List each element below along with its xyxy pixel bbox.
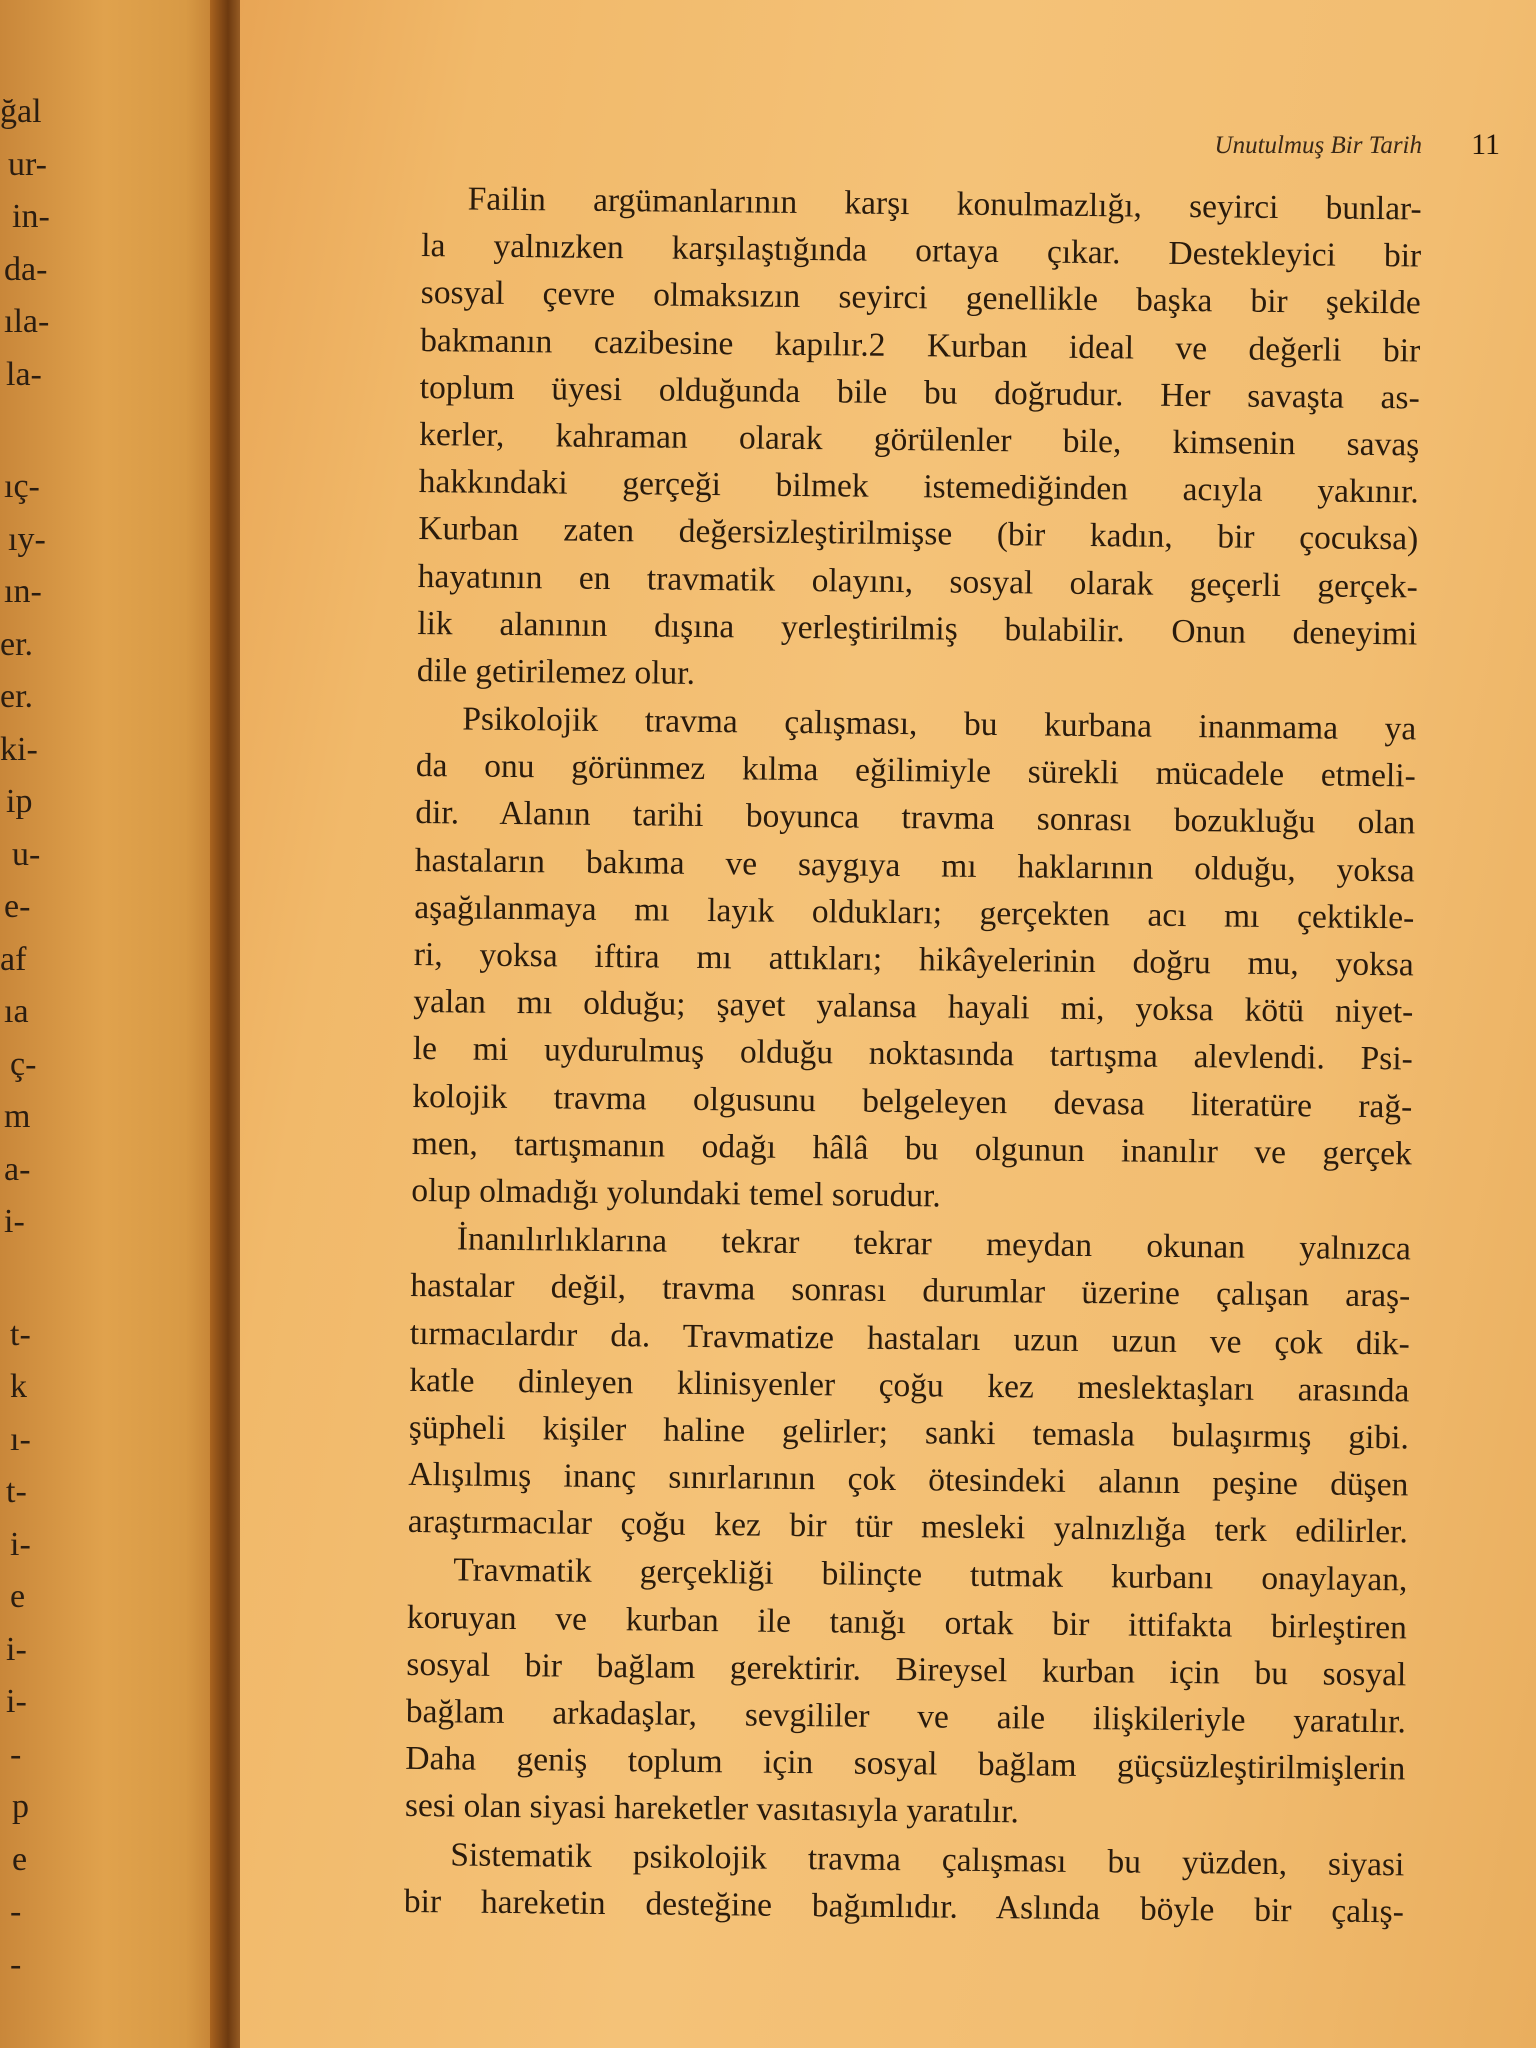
left-page-fragment: af [0, 941, 27, 978]
left-page [0, 0, 232, 2048]
text-line: men, tartışmanın odağı hâlâ bu olgunun inanılır ve gerçek [411, 1124, 1412, 1173]
text-line: araştırmacılar çoğu kez bir tür mesleki yalnızlığa terk edilirler. [407, 1503, 1409, 1551]
left-page-fragment: - [10, 1946, 22, 1983]
text-line: sesi olan siyasi hareketler vasıtasıyla yaratılır. [404, 1787, 1020, 1831]
left-page-fragment: da- [4, 251, 48, 288]
right-page [240, 0, 1536, 2048]
text-line: lik alanının dışına yerleştirilmiş bulabilir. Onun deneyimi [417, 604, 1418, 653]
left-page-fragment: ki- [0, 731, 38, 768]
left-page-fragment: t- [10, 1316, 31, 1353]
text-line: dir. Alanın tarihi boyunca travma sonrası bozukluğu olan [415, 794, 1416, 842]
left-page-fragment: e [12, 1841, 28, 1878]
left-page-fragment: e [10, 1578, 26, 1615]
text-line: Daha geniş toplum için sosyal bağlam güçsüzleştirilmişlerin [405, 1740, 1406, 1788]
left-page-fragment: ç- [10, 1046, 37, 1083]
text-line: katle dinleyen klinisyenler çoğu kez meslektaşları arasında [409, 1361, 1410, 1410]
left-page-fragment: ıla- [4, 303, 50, 340]
text-line: aşağılanmaya mı layık oldukları; gerçekten acı mı çektikle- [414, 888, 1415, 937]
text-line: da onu görünmez kılma eğilimiyle sürekli mücadele etmeli- [415, 747, 1416, 795]
text-line: yalan mı olduğu; şayet yalansa hayali mi, yoksa kötü niyet- [413, 983, 1414, 1031]
paragraph [417, 175, 1422, 705]
text-line: bağlam arkadaşlar, sevgililer ve aile ilişkileriyle yaratılır. [405, 1692, 1407, 1741]
left-page-fragment: i- [4, 1203, 25, 1240]
text-line: sosyal çevre olmaksızın seyirci genellikle başka bir şekilde [420, 274, 1421, 322]
text-line: hayatının en travmatik olayını, sosyal olarak geçerli gerçek- [417, 557, 1418, 605]
page-number: 11 [1471, 128, 1500, 161]
left-page-fragment: er. [0, 626, 34, 663]
paragraph [411, 695, 1416, 1225]
left-page-fragment: in- [12, 198, 50, 235]
text-line: dile getirilemez olur. [416, 651, 696, 692]
text-line: hastaların bakıma ve saygıya mı haklarının olduğu, yoksa [414, 841, 1415, 890]
left-page-fragment: i- [10, 1526, 31, 1563]
left-page-fragment: ı- [10, 1421, 31, 1458]
text-line: Failin argümanlarının karşı konulmazlığı, seyirci bunlar- [467, 180, 1422, 228]
paragraph [404, 1830, 1405, 1935]
left-page-fragment: e- [4, 888, 31, 925]
left-page-fragment: ur- [8, 146, 47, 183]
left-page-fragment: ın- [4, 573, 42, 610]
text-line: Sistematik psikolojik travma çalışması bu yüzden, siyasi [450, 1835, 1405, 1883]
left-page-fragment: er. [0, 678, 34, 715]
text-line: Travmatik gerçekliği bilinçte tutmak kurbanı onaylayan, [453, 1551, 1408, 1599]
body-text [404, 175, 1422, 1935]
left-page-fragment: a- [4, 1151, 31, 1188]
text-line: toplum üyesi olduğunda bile bu doğrudur. Her savaşta as- [419, 368, 1420, 417]
text-line: olup olmadığı yolundaki temel sorudur. [411, 1171, 941, 1215]
text-line: le mi uydurulmuş olduğu noktasında tartışma alevlendi. Psi- [412, 1030, 1413, 1078]
text-line: tırmacılardır da. Travmatize hastaları uzun uzun ve çok dik- [409, 1314, 1411, 1362]
text-line: kerler, kahraman olarak görülenler bile, kimsenin savaş [419, 415, 1420, 464]
text-line: Psikolojik travma çalışması, bu kurbana inanmama ya [462, 700, 1417, 748]
text-line: ri, yoksa iftira mı attıkları; hikâyelerinin doğru mu, yoksa [413, 935, 1414, 984]
text-line: kolojik travma olgusunu belgeleyen devasa literatüre rağ- [412, 1077, 1413, 1125]
text-line: sosyal bir bağlam gerektirir. Bireysel kurban için bu sosyal [406, 1645, 1407, 1694]
left-page-fragment: la- [6, 356, 42, 393]
paragraph [405, 1546, 1408, 1840]
left-page-fragment: i- [6, 1631, 27, 1668]
text-line: Kurban zaten değersizleştirilmişse (bir kadın, bir çocuksa) [418, 510, 1419, 558]
left-page-fragment: p [12, 1788, 29, 1825]
left-page-fragment: u- [12, 836, 41, 873]
left-page-fragment: - [10, 1893, 22, 1930]
text-line: Alışılmış inanç sınırlarının çok ötesindeki alanın peşine düşen [408, 1455, 1409, 1504]
left-page-fragment: i- [6, 1683, 27, 1720]
text-line: şüpheli kişiler haline gelirler; sanki temasla bulaşırmış gibi. [408, 1408, 1410, 1457]
left-page-fragment: k [10, 1368, 27, 1405]
text-line: hakkındaki gerçeği bilmek istemediğinden acıyla yakınır. [418, 463, 1419, 511]
text-line: bakmanın cazibesine kapılır.2 Kurban ideal ve değerli bir [420, 321, 1421, 370]
text-line: İnanılırlıklarına tekrar tekrar meydan okunan yalnızca [456, 1220, 1412, 1268]
text-line: bir hareketin desteğine bağımlıdır. Aslında böyle bir çalış- [403, 1882, 1405, 1931]
left-page-fragment: ğal [0, 93, 42, 130]
text-line: koruyan ve kurban ile tanığı ortak bir ittifakta birleştiren [406, 1598, 1408, 1647]
text-line: la yalnızken karşılaştığında ortaya çıkar. Destekleyici bir [421, 227, 1422, 275]
left-page-fragment: m [4, 1098, 31, 1135]
page-header [1100, 128, 1500, 172]
text-line: hastalar değil, travma sonrası durumlar üzerine çalışan araş- [410, 1267, 1411, 1315]
left-page-fragment: t- [6, 1473, 27, 1510]
paragraph [408, 1215, 1411, 1556]
running-title: Unutulmuş Bir Tarih [1214, 132, 1422, 159]
left-page-fragment: ıa [4, 993, 29, 1030]
left-page-fragment: ıy- [8, 521, 46, 558]
left-page-fragment: ip [6, 783, 33, 820]
left-page-fragment: ıç- [4, 468, 40, 505]
left-page-fragment: - [10, 1736, 22, 1773]
